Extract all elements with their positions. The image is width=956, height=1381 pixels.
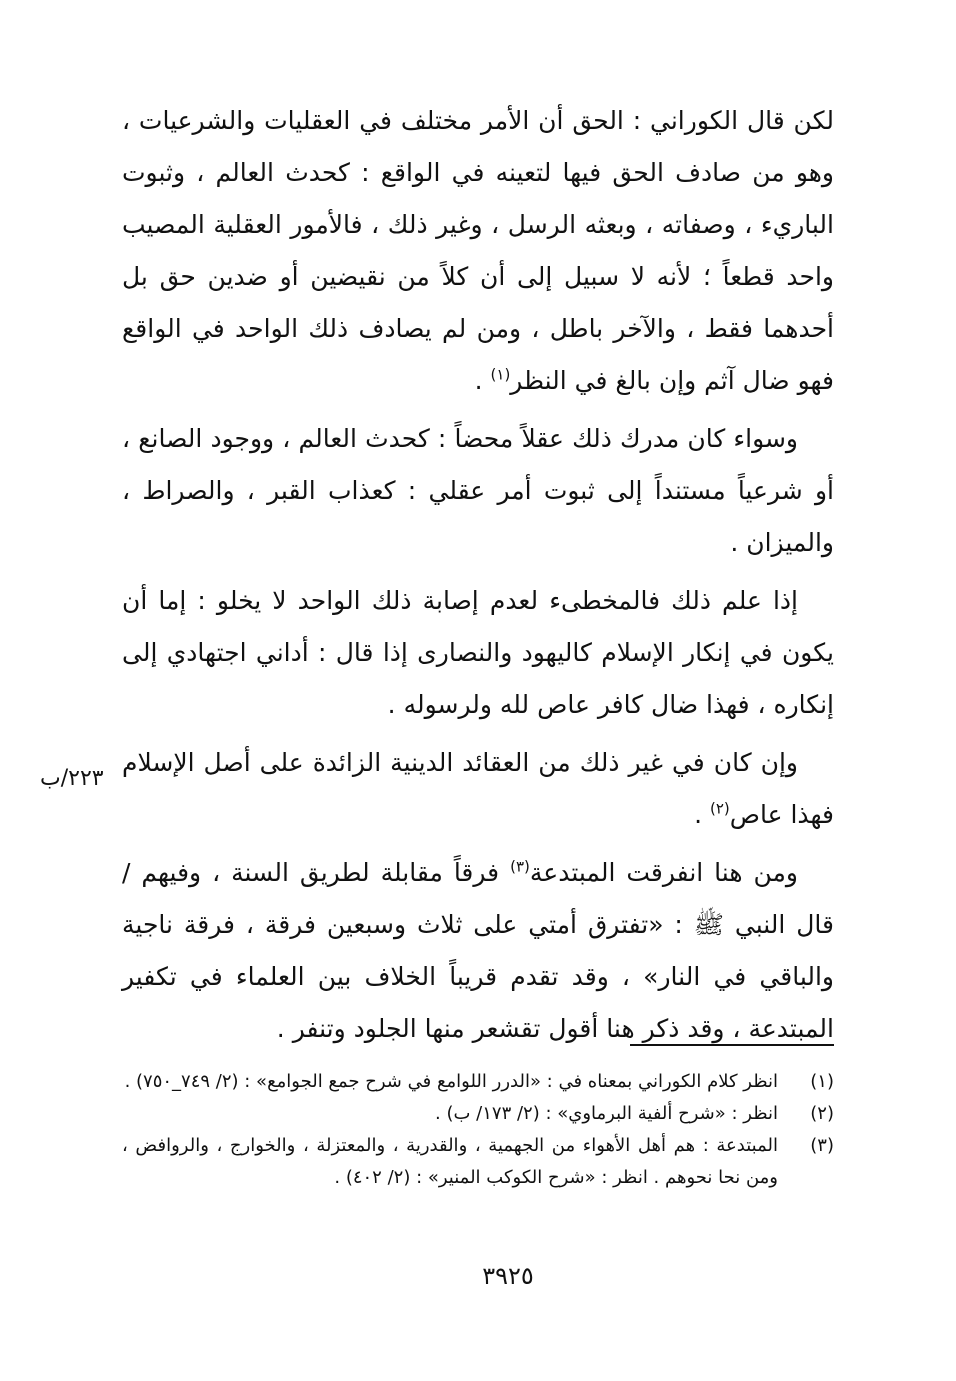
paragraph-4-end: .	[694, 800, 710, 829]
paragraph-5	[122, 847, 834, 1055]
page-number: ٣٩٢٥	[482, 1262, 534, 1290]
paragraph-2	[122, 413, 834, 569]
footnote-number: (٢)	[810, 1103, 834, 1124]
footnote-number: (١)	[810, 1071, 834, 1092]
paragraph-4-text: وإن كان في غير ذلك من العقائد الدينية الزائدة على أصل الإسلام فهذا عاص	[122, 748, 834, 829]
footnote-text: انظر : «شرح ألفية البرماوي» : (٢/ ١٧٣/ ب) .	[435, 1103, 778, 1124]
footnote-ref-2[interactable]: (٢)	[709, 799, 730, 818]
paragraph-3	[122, 575, 834, 731]
paragraph-5-text-a: ومن هنا انفرقت المبتدعة	[529, 858, 798, 887]
paragraph-5-text-b: فرقاً مقابلة لطريق السنة ، وفيهم / قال النبي ﷺ : «تفترق أمتي على ثلاث وسبعين فرقة ، فرقة ناجية والباقي في النار» ، وقد تقدم قريباً الخلاف بين العلماء في تكفير المبتدعة ، وقد ذكر هنا أقول تقشعر منها الجلود وتنفر .	[122, 858, 834, 1043]
footnote-ref-3[interactable]: (٣)	[510, 857, 530, 876]
footnote-ref-1[interactable]: (١)	[490, 365, 511, 384]
paragraph-4	[122, 737, 834, 841]
paragraph-1-text: لكن قال الكوراني : الحق أن الأمر مختلف في العقليات والشرعيات ، وهو من صادف الحق فيها لتعينه في الواقع : كحدث العالم ، وثبوت الباريء ، وصفاته ، وبعثه الرسل ، وغير ذلك ، فالأمور العقلية المصيب واحد قطعاً ؛ لأنه لا سبيل إلى أن كلاً من نقيضين أو ضدين حق بل أحدهما فقط ، والآخر باطل ، ومن لم يصادف ذلك الواحد في الواقع فهو ضال آثم وإن بالغ في النظر	[122, 106, 834, 395]
page-body	[122, 95, 834, 1061]
footnote-text: انظر كلام الكوراني بمعناه في : «الدرر اللوامع في شرح جمع الجوامع» : (٢/ ٧٤٩_٧٥٠) .	[124, 1071, 778, 1092]
paragraph-1	[122, 95, 834, 407]
paragraph-1-end: .	[474, 366, 491, 395]
manuscript-folio-note: ٢٢٣/ب	[40, 766, 104, 791]
footnote-divider	[630, 1044, 834, 1046]
footnote-text: المبتدعة : هم أهل الأهواء من الجهمية ، والقدرية ، والمعتزلة ، والخوارج ، والروافض ، ومن نحا نحوهم . انظر : «شرح الكوكب المنير» : (٢/ ٤٠٢) .	[122, 1135, 778, 1188]
footnote-item	[122, 1066, 834, 1098]
footnote-item	[122, 1098, 834, 1130]
main-text	[122, 95, 834, 1055]
footnote-item	[122, 1130, 834, 1194]
paragraph-2-text: وسواء كان مدرك ذلك عقلاً محضاً : كحدث العالم ، ووجود الصانع ، أو شرعياً مستنداً إلى ثبوت أمر عقلي : كعذاب القبر ، والصراط ، والميزان .	[122, 424, 834, 557]
footnotes	[122, 1066, 834, 1194]
footnote-number: (٣)	[810, 1135, 834, 1156]
paragraph-3-text: إذا علم ذلك فالمخطىء لعدم إصابة ذلك الواحد لا يخلو : إما أن يكون في إنكار الإسلام كاليهود والنصارى إذا قال : أداني اجتهادي إلى إنكاره ، فهذا ضال كافر عاص لله ولرسوله .	[122, 586, 834, 719]
